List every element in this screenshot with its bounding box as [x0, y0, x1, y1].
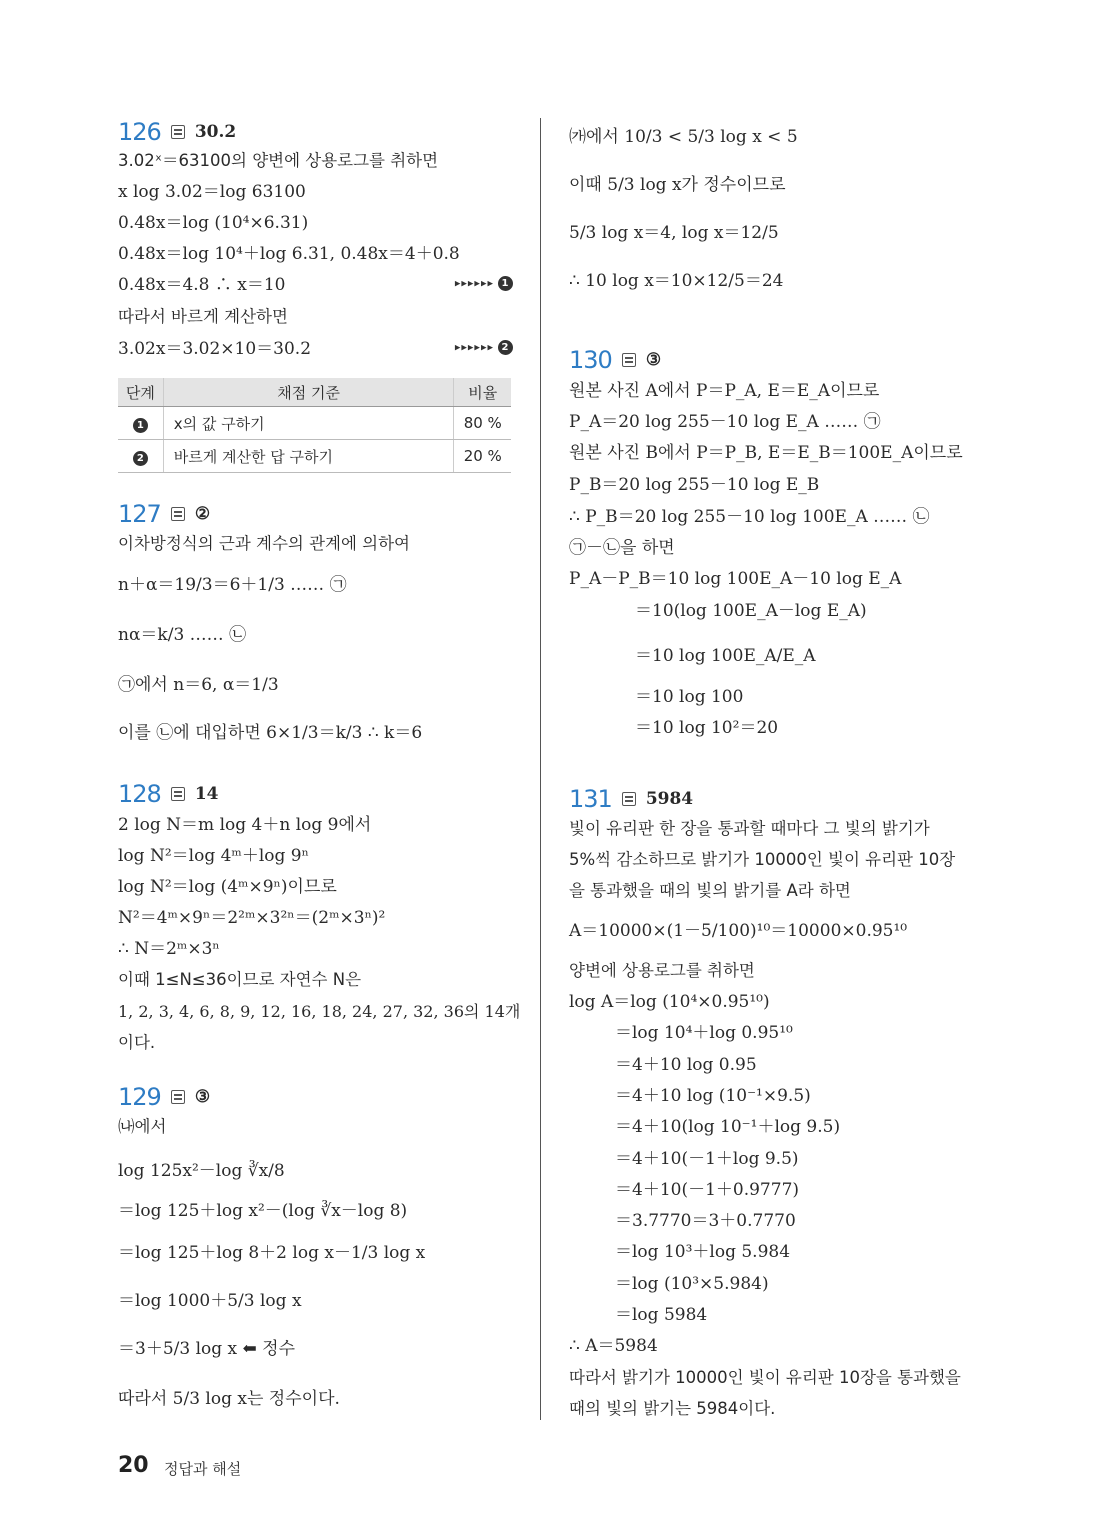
question-number: 129 — [118, 1083, 161, 1111]
solution-line: ＝4＋10(－1＋0.9777) — [615, 1180, 800, 1200]
solution-line: ∴ N＝2ᵐ×3ⁿ — [118, 939, 220, 959]
solution-line: ∴ A＝5984 — [569, 1336, 658, 1356]
solution-line: 0.48x＝log 10⁴＋log 6.31, 0.48x＝4＋0.8 — [118, 244, 460, 264]
solution-line: 때의 빛의 밝기는 5984이다. — [569, 1399, 776, 1418]
solution-line: ＝3.7770＝3＋0.7770 — [615, 1211, 796, 1231]
solution-line: ＝4＋10(log 10⁻¹＋log 9.5) — [615, 1117, 841, 1137]
table-header: 비율 — [454, 378, 511, 407]
solution-line: 5/3 log x＝4, log x＝12/5 — [569, 223, 779, 243]
page-footer-title: 정답과 해설 — [164, 1460, 242, 1478]
solution-line: P_A－P_B＝10 log 100E_A－10 log E_A — [569, 569, 902, 589]
question-129-header — [118, 1083, 210, 1111]
solution-line: ＝log 5984 — [615, 1305, 708, 1325]
table-cell: 20 % — [454, 440, 511, 473]
step-marker-2: ▸▸▸▸▸▸ 2 — [455, 340, 513, 355]
solution-line: 이때 1≤N≤36이므로 자연수 N은 — [118, 970, 362, 989]
question-number: 130 — [569, 346, 612, 374]
solution-line: log N²＝log (4ᵐ×9ⁿ)이므로 — [118, 877, 337, 897]
question-131-header — [569, 785, 693, 813]
solution-line: log 125x²－log ∛x/8 — [118, 1161, 285, 1181]
solution-line: P_A＝20 log 255－10 log E_A …… ㉠ — [569, 412, 881, 432]
answer-value: ② — [194, 504, 211, 524]
solution-line: 0.48x＝4.8 ∴ x＝10 — [118, 275, 286, 295]
answer-value: 14 — [194, 784, 219, 804]
column-divider — [540, 118, 541, 1420]
question-number: 126 — [118, 118, 161, 146]
solution-line: ＝3＋5/3 log x ⬅ 정수 — [118, 1339, 296, 1359]
grading-table — [118, 378, 511, 473]
answer-value: ③ — [645, 350, 662, 370]
solution-line: 원본 사진 A에서 P＝P_A, E＝E_A이므로 — [569, 381, 880, 401]
solution-line: ＝log (10³×5.984) — [615, 1274, 769, 1294]
answer-value: 5984 — [645, 789, 694, 809]
solution-line: ＝4＋10(－1＋log 9.5) — [615, 1149, 799, 1169]
solution-line: 따라서 밝기가 10000인 빛이 유리판 10장을 통과했을 — [569, 1368, 961, 1387]
solution-line: ＝10(log 100E_A－log E_A) — [635, 601, 867, 621]
solution-line: 이때 5/3 log x가 정수이므로 — [569, 175, 786, 195]
solution-line: ㉠－㉡을 하면 — [569, 538, 675, 558]
question-126-header — [118, 118, 236, 146]
question-127-header — [118, 500, 210, 528]
solution-line: ＝10 log 100 — [635, 687, 744, 707]
question-number: 131 — [569, 785, 612, 813]
solution-line: ＝log 10⁴＋log 0.95¹⁰ — [615, 1023, 793, 1043]
solution-line: ㈎에서 10/3 < 5/3 log x < 5 — [569, 127, 798, 147]
table-cell: 바르게 계산한 답 구하기 — [163, 440, 454, 473]
answer-icon — [171, 1090, 185, 1104]
table-cell: 80 % — [454, 407, 511, 440]
solution-line: 1, 2, 3, 4, 6, 8, 9, 12, 16, 18, 24, 27, 32, 36의 14개 — [118, 1002, 521, 1021]
solution-line: 양변에 상용로그를 취하면 — [569, 961, 755, 980]
solution-line: ＝4＋10 log (10⁻¹×9.5) — [615, 1086, 811, 1106]
answer-icon — [171, 125, 185, 139]
question-number: 127 — [118, 500, 161, 528]
right-column — [569, 0, 979, 1440]
solution-line: ∴ 10 log x＝10×12/5＝24 — [569, 271, 784, 291]
solution-line: A＝10000×(1－5/100)¹⁰＝10000×0.95¹⁰ — [569, 921, 908, 941]
table-cell: x의 값 구하기 — [163, 407, 454, 440]
solution-line: ＝4＋10 log 0.95 — [615, 1055, 757, 1075]
step-badge: 2 — [133, 451, 148, 466]
solution-line: 이차방정식의 근과 계수의 관계에 의하여 — [118, 534, 410, 553]
answer-icon — [622, 353, 636, 367]
solution-line: 3.02ˣ＝63100의 양변에 상용로그를 취하면 — [118, 151, 439, 170]
solution-line: ∴ P_B＝20 log 255－10 log 100E_A …… ㉡ — [569, 507, 930, 527]
solution-line: 따라서 바르게 계산하면 — [118, 307, 288, 326]
solution-line: N²＝4ᵐ×9ⁿ＝2²ᵐ×3²ⁿ＝(2ᵐ×3ⁿ)² — [118, 908, 386, 928]
solution-line: ＝log 10³＋log 5.984 — [615, 1242, 791, 1262]
answer-value: 30.2 — [194, 122, 237, 142]
solution-line: 이를 ㉡에 대입하면 6×1/3＝k/3 ∴ k＝6 — [118, 723, 423, 743]
solution-line: ＝10 log 10²＝20 — [635, 718, 779, 738]
solution-line: n＋α＝19/3＝6＋1/3 …… ㉠ — [118, 575, 347, 595]
page-number: 20 — [118, 1453, 149, 1478]
solution-line: 2 log N＝m log 4＋n log 9에서 — [118, 815, 372, 835]
question-128-header — [118, 780, 218, 808]
answer-icon — [171, 787, 185, 801]
question-number: 128 — [118, 780, 161, 808]
solution-line: ＝log 125＋log x²－(log ∛x－log 8) — [118, 1201, 408, 1221]
left-column — [118, 0, 521, 1440]
solution-line: 원본 사진 B에서 P＝P_B, E＝E_B＝100E_A이므로 — [569, 443, 963, 463]
solution-line: 빛이 유리판 한 장을 통과할 때마다 그 빛의 밝기가 — [569, 819, 930, 838]
step-marker-1: ▸▸▸▸▸▸ 1 — [455, 276, 513, 291]
solution-line: ㉠에서 n＝6, α＝1/3 — [118, 675, 279, 695]
solution-line: 을 통과했을 때의 빛의 밝기를 A라 하면 — [569, 881, 851, 900]
solution-line: 0.48x＝log (10⁴×6.31) — [118, 213, 309, 233]
answer-value: ③ — [194, 1087, 211, 1107]
table-header: 채점 기준 — [163, 378, 454, 407]
solution-line: 3.02x＝3.02×10＝30.2 — [118, 339, 312, 359]
solution-line: ＝log 1000＋5/3 log x — [118, 1291, 302, 1311]
solution-line: log A＝log (10⁴×0.95¹⁰) — [569, 992, 770, 1012]
solution-line: 5%씩 감소하므로 밝기가 10000인 빛이 유리판 10장 — [569, 850, 956, 869]
table-row — [118, 440, 511, 473]
solution-line: 따라서 5/3 log x는 정수이다. — [118, 1389, 340, 1409]
solution-line: log N²＝log 4ᵐ＋log 9ⁿ — [118, 846, 309, 866]
solution-line: 이다. — [118, 1033, 156, 1052]
table-header: 단계 — [118, 378, 163, 407]
solution-line: x log 3.02＝log 63100 — [118, 182, 306, 202]
solution-line: ㈏에서 — [118, 1117, 167, 1136]
answer-icon — [622, 792, 636, 806]
solution-line: ＝log 125＋log 8＋2 log x－1/3 log x — [118, 1243, 426, 1263]
solution-line: nα＝k/3 …… ㉡ — [118, 625, 247, 645]
question-130-header — [569, 346, 661, 374]
step-badge: 1 — [133, 418, 148, 433]
table-row — [118, 407, 511, 440]
solution-line: P_B＝20 log 255－10 log E_B — [569, 475, 820, 495]
solution-line: ＝10 log 100E_A/E_A — [635, 646, 816, 666]
answer-icon — [171, 507, 185, 521]
